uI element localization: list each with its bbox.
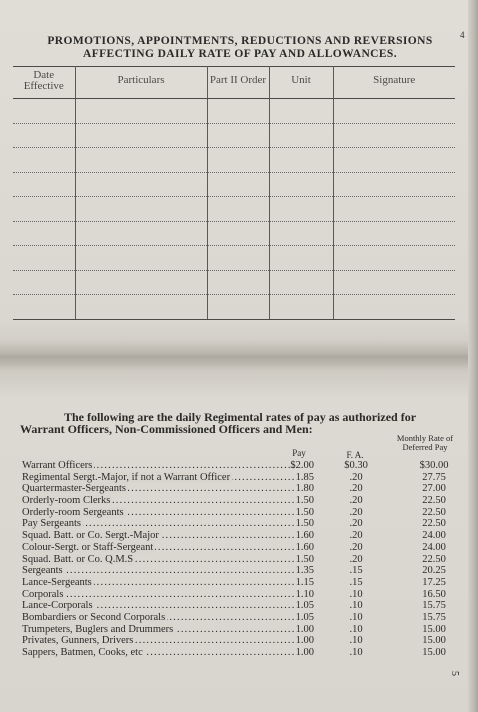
rate-row bbox=[22, 635, 462, 647]
rate-rank: Trumpeters, Buglers and Drummers ..... bbox=[22, 624, 294, 636]
register-cell-order bbox=[207, 295, 269, 320]
rate-fa: .20 bbox=[349, 518, 363, 530]
rate-deferred: 27.00 bbox=[422, 483, 446, 495]
rate-row bbox=[22, 612, 462, 624]
rate-pay: 1.50 bbox=[295, 506, 314, 518]
rate-fa: .20 bbox=[349, 506, 363, 518]
rate-pay: 1.00 bbox=[295, 647, 314, 658]
register-cell-signature bbox=[333, 246, 455, 271]
page-number: 5 bbox=[449, 671, 460, 676]
register-cell-unit bbox=[269, 148, 333, 173]
register-row bbox=[13, 221, 455, 246]
rate-rank: Privates, Gunners, Drivers ..... bbox=[22, 635, 294, 647]
register-row bbox=[13, 148, 455, 173]
rate-rank: Corporals ..... bbox=[22, 589, 294, 601]
register-cell-particulars bbox=[75, 197, 207, 222]
register-cell-signature bbox=[333, 172, 455, 197]
rates-col-fa: F. A. bbox=[346, 450, 364, 460]
register-row bbox=[13, 123, 455, 148]
rate-pay: 1.50 bbox=[295, 495, 314, 507]
register-cell-particulars bbox=[75, 246, 207, 271]
register-row bbox=[13, 197, 455, 222]
rate-fa: .20 bbox=[349, 495, 363, 507]
register-cell-order bbox=[207, 99, 269, 124]
rate-rank: Orderly-room Sergeants ..... bbox=[22, 507, 294, 519]
rate-deferred: 17.25 bbox=[422, 576, 446, 588]
rate-pay: $2.00 bbox=[290, 460, 314, 471]
register-cell-date bbox=[13, 123, 75, 148]
register-cell-particulars bbox=[75, 295, 207, 320]
rate-row bbox=[22, 518, 462, 530]
rate-row bbox=[22, 624, 462, 636]
rate-pay: 1.60 bbox=[295, 530, 314, 542]
col-signature: Signature bbox=[333, 67, 455, 99]
register-cell-particulars bbox=[75, 99, 207, 124]
register-cell-date bbox=[13, 221, 75, 246]
rate-row bbox=[22, 647, 462, 659]
register-cell-unit bbox=[269, 270, 333, 295]
rate-fa: .10 bbox=[349, 611, 363, 623]
rate-fa: .15 bbox=[349, 565, 363, 577]
register-cell-order bbox=[207, 172, 269, 197]
rate-deferred: 15.00 bbox=[422, 623, 446, 635]
rate-deferred: 16.50 bbox=[422, 588, 446, 600]
rate-pay: 1.05 bbox=[295, 611, 314, 623]
register-cell-signature bbox=[333, 197, 455, 222]
register-row bbox=[13, 295, 455, 320]
register-cell-unit bbox=[269, 295, 333, 320]
rate-rank: Quartermaster-Sergeants ..... bbox=[22, 483, 294, 495]
rate-pay: 1.00 bbox=[295, 623, 314, 635]
rate-deferred: 15.75 bbox=[422, 600, 446, 612]
register-cell-signature bbox=[333, 99, 455, 124]
rate-rank: Warrant Officers ..... bbox=[22, 460, 294, 472]
page-fold bbox=[0, 340, 478, 370]
register-header-row bbox=[13, 67, 455, 99]
rate-deferred: 15.00 bbox=[422, 647, 446, 658]
register-cell-order bbox=[207, 270, 269, 295]
register-cell-unit bbox=[269, 99, 333, 124]
rate-row bbox=[22, 565, 462, 577]
rate-row bbox=[22, 577, 462, 589]
register-cell-signature bbox=[333, 148, 455, 173]
rate-row bbox=[22, 495, 462, 507]
rate-row bbox=[22, 483, 462, 495]
register-cell-signature bbox=[333, 270, 455, 295]
register-cell-unit bbox=[269, 246, 333, 271]
rate-deferred: 15.75 bbox=[422, 611, 446, 623]
col-unit: Unit bbox=[269, 67, 333, 99]
register-cell-date bbox=[13, 148, 75, 173]
rate-deferred: $30.00 bbox=[419, 460, 449, 471]
register-cell-date bbox=[13, 246, 75, 271]
rate-row bbox=[22, 507, 462, 519]
rate-pay: 1.85 bbox=[295, 471, 314, 483]
rate-fa: $0.30 bbox=[344, 460, 368, 471]
register-cell-signature bbox=[333, 295, 455, 320]
rate-rank: Squad. Batt. or Co. Sergt.-Major ..... bbox=[22, 530, 294, 542]
rate-pay: 1.50 bbox=[295, 518, 314, 530]
rate-row bbox=[22, 460, 462, 472]
register-cell-signature bbox=[333, 221, 455, 246]
rate-rank: Lance-Corporals ..... bbox=[22, 600, 294, 612]
rate-deferred: 15.00 bbox=[422, 635, 446, 647]
section-title-line2: AFFECTING DAILY RATE OF PAY AND ALLOWANCES. bbox=[82, 48, 397, 60]
rate-fa: .10 bbox=[349, 600, 363, 612]
rate-pay: 1.05 bbox=[295, 600, 314, 612]
rate-deferred: 20.25 bbox=[422, 565, 446, 577]
rate-rank: Lance-Sergeants ..... bbox=[22, 577, 294, 589]
register-cell-order bbox=[207, 123, 269, 148]
register-cell-particulars bbox=[75, 123, 207, 148]
register-cell-date bbox=[13, 270, 75, 295]
rate-pay: 1.80 bbox=[295, 483, 314, 495]
rate-fa: .10 bbox=[349, 588, 363, 600]
register-cell-particulars bbox=[75, 148, 207, 173]
col-particulars: Particulars bbox=[75, 67, 207, 99]
rates-intro-line1: The following are the daily Regimental rates of pay as authorized for bbox=[63, 410, 417, 424]
section-title-line1: PROMOTIONS, APPOINTMENTS, REDUCTIONS AND REVERSIONS bbox=[47, 35, 433, 47]
register-cell-date bbox=[13, 172, 75, 197]
register-row bbox=[13, 172, 455, 197]
page-edge bbox=[468, 0, 478, 712]
rate-rank: Colour-Sergt. or Staff-Sergeant ..... bbox=[22, 542, 294, 554]
register-cell-order bbox=[207, 148, 269, 173]
rates-col-pay: Pay bbox=[292, 448, 306, 458]
rate-deferred: 22.50 bbox=[422, 553, 446, 565]
rate-rank: Pay Sergeants ..... bbox=[22, 518, 294, 530]
rate-pay: 1.60 bbox=[295, 541, 314, 553]
register-cell-order bbox=[207, 221, 269, 246]
rate-pay: 1.35 bbox=[295, 565, 314, 577]
promotions-register-table bbox=[13, 66, 455, 320]
rate-deferred: 22.50 bbox=[422, 495, 446, 507]
rates-intro-line2: Warrant Officers, Non-Commissioned Officers and Men: bbox=[20, 422, 313, 436]
rate-pay: 1.00 bbox=[295, 635, 314, 647]
rate-deferred: 24.00 bbox=[422, 541, 446, 553]
register-cell-particulars bbox=[75, 221, 207, 246]
rate-deferred: 24.00 bbox=[422, 530, 446, 542]
rate-rank: Bombardiers or Second Corporals ..... bbox=[22, 612, 294, 624]
rate-fa: .15 bbox=[349, 576, 363, 588]
rate-rank: Regimental Sergt.-Major, if not a Warrant Officer ..... bbox=[22, 472, 294, 484]
register-cell-order bbox=[207, 197, 269, 222]
rate-fa: .20 bbox=[349, 541, 363, 553]
rate-row bbox=[22, 600, 462, 612]
rate-fa: .20 bbox=[349, 530, 363, 542]
corner-mark: 4 bbox=[460, 30, 465, 40]
register-row bbox=[13, 270, 455, 295]
register-cell-particulars bbox=[75, 270, 207, 295]
rate-row bbox=[22, 589, 462, 601]
rate-row bbox=[22, 530, 462, 542]
col-date-effective: Date Effective bbox=[13, 67, 75, 99]
col-part-ii-order: Part II Order bbox=[207, 67, 269, 99]
rate-deferred: 27.75 bbox=[422, 471, 446, 483]
rate-fa: .10 bbox=[349, 623, 363, 635]
register-cell-order bbox=[207, 246, 269, 271]
rate-fa: .20 bbox=[349, 553, 363, 565]
rates-col-deferred: Monthly Rate of Deferred Pay bbox=[396, 433, 454, 452]
register-cell-unit bbox=[269, 221, 333, 246]
register-cell-date bbox=[13, 197, 75, 222]
register-cell-unit bbox=[269, 123, 333, 148]
rate-fa: .20 bbox=[349, 483, 363, 495]
rate-deferred: 22.50 bbox=[422, 518, 446, 530]
rates-table bbox=[22, 460, 462, 659]
register-cell-unit bbox=[269, 197, 333, 222]
rate-fa: .10 bbox=[349, 647, 363, 658]
register-row bbox=[13, 246, 455, 271]
rate-fa: .20 bbox=[349, 471, 363, 483]
rate-pay: 1.15 bbox=[295, 576, 314, 588]
rate-pay: 1.50 bbox=[295, 553, 314, 565]
register-cell-signature bbox=[333, 123, 455, 148]
rate-rank: Orderly-room Clerks ..... bbox=[22, 495, 294, 507]
rate-rank: Sappers, Batmen, Cooks, etc ..... bbox=[22, 647, 294, 659]
register-cell-date bbox=[13, 295, 75, 320]
rate-row bbox=[22, 554, 462, 566]
rate-deferred: 22.50 bbox=[422, 506, 446, 518]
rate-fa: .10 bbox=[349, 635, 363, 647]
rate-pay: 1.10 bbox=[295, 588, 314, 600]
rate-rank: Sergeants ..... bbox=[22, 565, 294, 577]
rate-rank: Squad. Batt. or Co. Q.M.S ..... bbox=[22, 554, 294, 566]
rate-row bbox=[22, 472, 462, 484]
register-cell-unit bbox=[269, 172, 333, 197]
register-row bbox=[13, 99, 455, 124]
register-cell-date bbox=[13, 99, 75, 124]
rate-row bbox=[22, 542, 462, 554]
register-cell-particulars bbox=[75, 172, 207, 197]
